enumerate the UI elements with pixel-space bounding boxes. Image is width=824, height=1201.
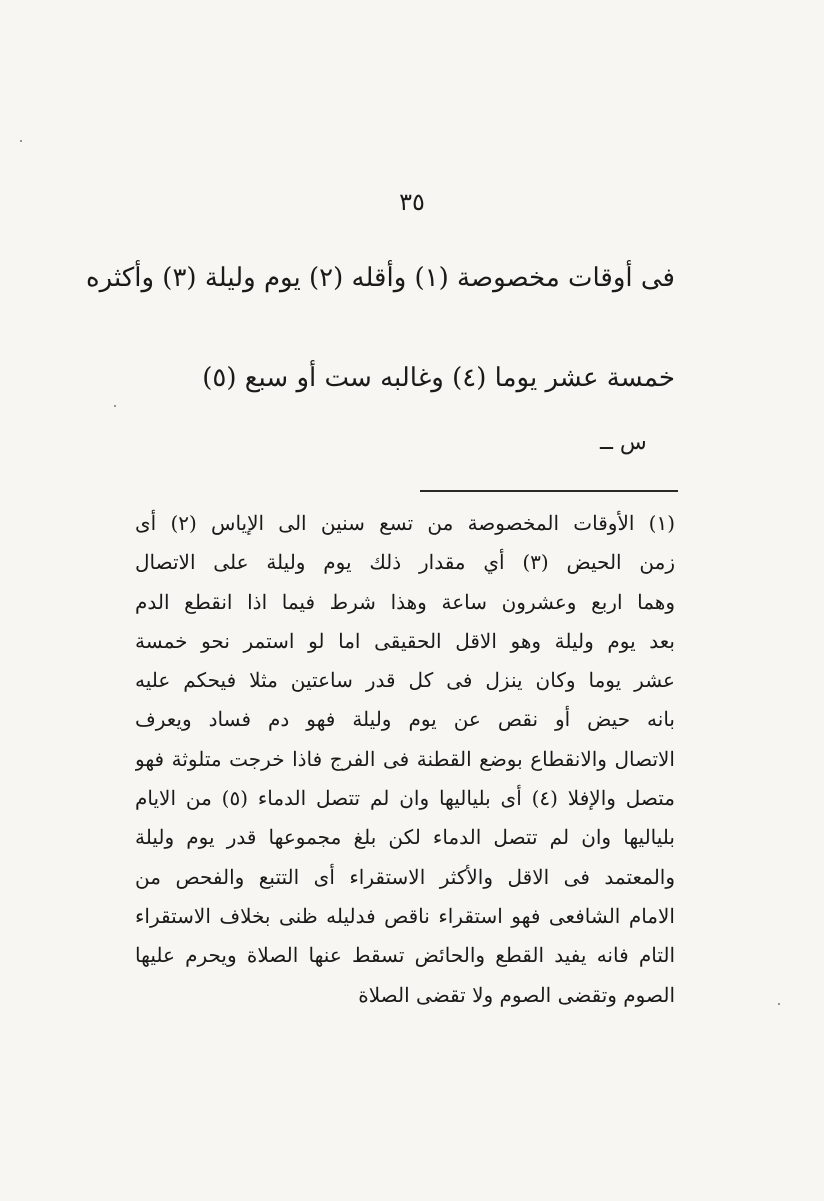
footnote-line: بانه حيض أو نقص عن يوم وليلة فهو دم فساد ويعرف xyxy=(135,707,675,732)
main-text-line-2: خمسة عشر يوما (٤) وغالبه ست أو سبع (٥) xyxy=(202,363,675,393)
footnote-line: التام فانه يفيد القطع والحائض تسقط عنها الصلاة ويحرم عليها xyxy=(135,943,675,968)
footnote-line: زمن الحيض (٣) أي مقدار ذلك يوم وليلة على الاتصال xyxy=(135,550,675,575)
footnote-line: متصل والإفلا (٤) أى بلياليها وان لم تتصل الدماء (٥) من الايام xyxy=(135,786,675,811)
question-mark-abbrev: س ــ xyxy=(600,430,647,455)
page-number: ٣٥ xyxy=(399,188,425,216)
footnote-separator-rule xyxy=(420,490,678,492)
main-text-line-1: فى أوقات مخصوصة (١) وأقله (٢) يوم وليلة (٣) وأكثره xyxy=(86,263,675,293)
footnote-line: وهما اربع وعشرون ساعة وهذا شرط فيما اذا انقطع الدم xyxy=(135,589,675,614)
footnote-line: الاتصال والانقطاع بوضع القطنة فى الفرج فاذا خرجت متلوثة فهو xyxy=(135,746,675,771)
footnotes xyxy=(135,504,675,1015)
footnote-line: بعد يوم وليلة وهو الاقل الحقيقى اما لو استمر نحو خمسة xyxy=(135,628,675,653)
footnote-line: (١) الأوقات المخصوصة من تسع سنين الى الإياس (٢) أى xyxy=(135,511,675,535)
paper-speck xyxy=(778,1003,780,1005)
paper-speck xyxy=(114,405,116,407)
paper-speck xyxy=(20,140,22,142)
footnote-line: عشر يوما وكان ينزل فى كل قدر ساعتين مثلا فيحكم عليه xyxy=(135,668,675,693)
footnote-line: الامام الشافعى فهو استقراء ناقص فدليله ظنى بخلاف الاستقراء xyxy=(135,903,675,928)
footnote-line: والمعتمد فى الاقل والأكثر الاستقراء أى التتبع والفحص من xyxy=(135,864,675,889)
footnote-line: بلياليها وان لم تتصل الدماء لكن بلغ مجموعها قدر يوم وليلة xyxy=(135,825,675,850)
footnote-line: الصوم وتقضى الصوم ولا تقضى الصلاة xyxy=(358,982,675,1007)
